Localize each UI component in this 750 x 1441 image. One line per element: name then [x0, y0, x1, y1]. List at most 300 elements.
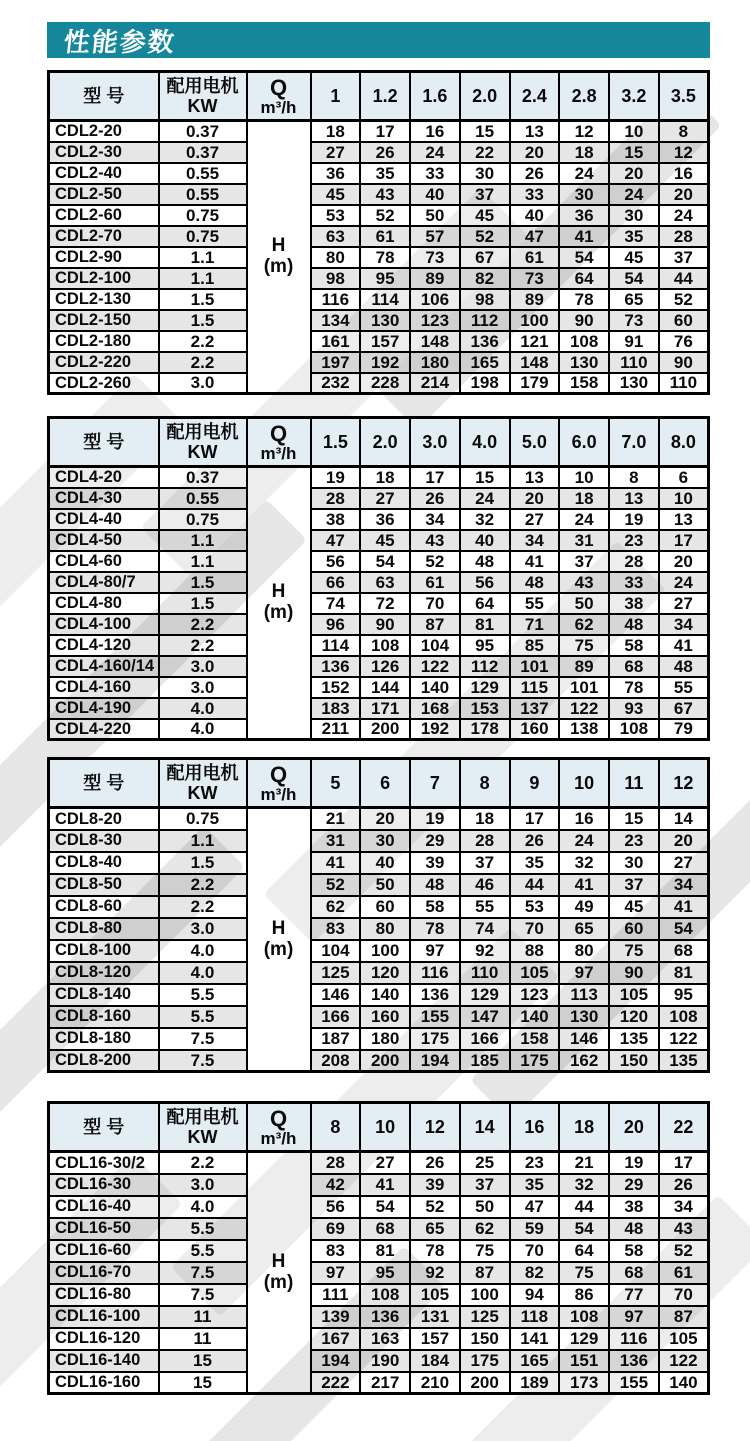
head-value-cell: 44	[659, 268, 709, 289]
head-value-cell: 175	[460, 1350, 510, 1372]
model-cell: CDL4-120	[49, 635, 159, 656]
head-value-cell: 111	[311, 1284, 361, 1306]
table-row	[49, 331, 709, 352]
head-value-cell: 189	[510, 1372, 560, 1394]
head-value-cell: 96	[311, 614, 361, 635]
head-value-cell: 92	[410, 1262, 460, 1284]
table-row	[49, 918, 709, 940]
head-value-cell: 160	[510, 719, 560, 740]
motor-kw-cell: 3.0	[159, 1174, 247, 1196]
table-row	[49, 226, 709, 247]
head-value-cell: 30	[559, 184, 609, 205]
model-cell: CDL8-60	[49, 896, 159, 918]
head-value-cell: 41	[510, 551, 560, 572]
table-row	[49, 551, 709, 572]
head-value-cell: 64	[460, 593, 510, 614]
head-value-cell: 87	[460, 1262, 510, 1284]
head-value-cell: 40	[460, 530, 510, 551]
table-row	[49, 373, 709, 394]
head-value-cell: 45	[460, 205, 510, 226]
header-flow-q: Q m³/h	[247, 1103, 311, 1152]
header-flow-q: Q m³/h	[247, 418, 311, 467]
head-value-cell: 131	[410, 1306, 460, 1328]
head-value-cell: 116	[311, 289, 361, 310]
head-value-cell: 32	[460, 509, 510, 530]
head-value-cell: 53	[311, 205, 361, 226]
head-value-cell: 32	[559, 852, 609, 874]
head-value-cell: 50	[559, 593, 609, 614]
head-value-cell: 16	[410, 121, 460, 142]
head-value-cell: 62	[311, 896, 361, 918]
head-value-cell: 190	[360, 1350, 410, 1372]
head-value-cell: 34	[659, 874, 709, 896]
head-value-cell: 161	[311, 331, 361, 352]
head-value-cell: 24	[609, 184, 659, 205]
head-value-cell: 55	[460, 896, 510, 918]
head-value-cell: 194	[311, 1350, 361, 1372]
model-cell: CDL4-220	[49, 719, 159, 740]
table-row	[49, 1050, 709, 1072]
flow-rate-header: 14	[460, 1103, 510, 1152]
model-cell: CDL4-160	[49, 677, 159, 698]
head-value-cell: 88	[510, 940, 560, 962]
flow-rate-header: 1.5	[311, 418, 361, 467]
head-value-cell: 98	[460, 289, 510, 310]
head-value-cell: 19	[311, 467, 361, 488]
model-cell: CDL4-160/14	[49, 656, 159, 677]
table-row	[49, 1174, 709, 1196]
head-value-cell: 175	[510, 1050, 560, 1072]
model-cell: CDL4-60	[49, 551, 159, 572]
head-meters-cell	[247, 121, 311, 394]
table-row	[49, 310, 709, 331]
table-row	[49, 1284, 709, 1306]
motor-kw-cell: 0.75	[159, 808, 247, 830]
table-row	[49, 352, 709, 373]
head-value-cell: 55	[510, 593, 560, 614]
head-value-cell: 6	[659, 467, 709, 488]
head-value-cell: 43	[410, 530, 460, 551]
head-value-cell: 24	[460, 488, 510, 509]
head-value-cell: 200	[360, 719, 410, 740]
head-value-cell: 52	[311, 874, 361, 896]
head-value-cell: 29	[410, 830, 460, 852]
model-cell: CDL2-220	[49, 352, 159, 373]
head-value-cell: 58	[609, 635, 659, 656]
head-value-cell: 41	[559, 874, 609, 896]
head-value-cell: 136	[360, 1306, 410, 1328]
table-row	[49, 289, 709, 310]
table-row	[49, 698, 709, 719]
head-value-cell: 22	[460, 142, 510, 163]
model-cell: CDL4-20	[49, 467, 159, 488]
head-value-cell: 13	[659, 509, 709, 530]
head-value-cell: 16	[659, 163, 709, 184]
head-value-cell: 26	[659, 1174, 709, 1196]
head-value-cell: 89	[410, 268, 460, 289]
head-value-cell: 130	[559, 1006, 609, 1028]
head-value-cell: 68	[360, 1218, 410, 1240]
head-value-cell: 135	[609, 1028, 659, 1050]
head-value-cell: 137	[510, 698, 560, 719]
head-value-cell: 83	[311, 1240, 361, 1262]
head-value-cell: 93	[609, 698, 659, 719]
head-value-cell: 57	[410, 226, 460, 247]
head-value-cell: 17	[510, 808, 560, 830]
head-value-cell: 54	[609, 268, 659, 289]
table-row	[49, 896, 709, 918]
head-value-cell: 87	[410, 614, 460, 635]
head-value-cell: 81	[659, 962, 709, 984]
motor-kw-cell: 3.0	[159, 918, 247, 940]
head-value-cell: 37	[609, 874, 659, 896]
motor-kw-cell: 4.0	[159, 962, 247, 984]
head-unit: (m)	[263, 602, 294, 623]
head-value-cell: 140	[510, 1006, 560, 1028]
head-value-cell: 23	[510, 1152, 560, 1174]
head-value-cell: 228	[360, 373, 410, 394]
model-cell: CDL8-180	[49, 1028, 159, 1050]
head-value-cell: 81	[460, 614, 510, 635]
head-value-cell: 155	[410, 1006, 460, 1028]
head-value-cell: 52	[410, 1196, 460, 1218]
flow-rate-header: 2.8	[559, 72, 609, 121]
model-cell: CDL16-50	[49, 1218, 159, 1240]
head-value-cell: 185	[460, 1050, 510, 1072]
head-label: H	[271, 581, 286, 603]
table-row	[49, 1262, 709, 1284]
model-cell: CDL16-30	[49, 1174, 159, 1196]
flow-rate-header: 20	[609, 1103, 659, 1152]
head-value-cell: 166	[311, 1006, 361, 1028]
head-value-cell: 13	[609, 488, 659, 509]
head-value-cell: 60	[659, 310, 709, 331]
head-value-cell: 129	[460, 677, 510, 698]
head-value-cell: 14	[659, 808, 709, 830]
head-value-cell: 20	[659, 551, 709, 572]
head-value-cell: 89	[510, 289, 560, 310]
head-value-cell: 20	[609, 163, 659, 184]
motor-kw-cell: 0.37	[159, 142, 247, 163]
head-value-cell: 35	[510, 1174, 560, 1196]
table-row	[49, 940, 709, 962]
head-value-cell: 21	[559, 1152, 609, 1174]
header-motor-kw: 配用电机 KW	[159, 72, 247, 121]
head-value-cell: 78	[410, 1240, 460, 1262]
head-value-cell: 15	[460, 467, 510, 488]
head-value-cell: 165	[510, 1350, 560, 1372]
head-value-cell: 120	[360, 962, 410, 984]
motor-kw-cell: 2.2	[159, 352, 247, 373]
head-unit: (m)	[263, 256, 294, 277]
motor-kw-cell: 1.1	[159, 830, 247, 852]
head-value-cell: 105	[609, 984, 659, 1006]
table-row	[49, 852, 709, 874]
head-value-cell: 94	[510, 1284, 560, 1306]
head-value-cell: 167	[311, 1328, 361, 1350]
spec-table-cdl16	[47, 1101, 710, 1395]
header-motor-kw: 配用电机 KW	[159, 759, 247, 808]
head-value-cell: 97	[410, 940, 460, 962]
motor-kw-cell: 5.5	[159, 1006, 247, 1028]
head-value-cell: 115	[510, 677, 560, 698]
head-value-cell: 200	[460, 1372, 510, 1394]
table-row	[49, 488, 709, 509]
model-cell: CDL16-80	[49, 1284, 159, 1306]
head-value-cell: 29	[609, 1174, 659, 1196]
head-value-cell: 158	[510, 1028, 560, 1050]
table-row	[49, 1372, 709, 1394]
flow-rate-header: 8	[311, 1103, 361, 1152]
flow-rate-header: 6	[360, 759, 410, 808]
flow-rate-header: 8.0	[659, 418, 709, 467]
model-cell: CDL2-60	[49, 205, 159, 226]
motor-kw-cell: 2.2	[159, 635, 247, 656]
flow-rate-header: 12	[659, 759, 709, 808]
head-value-cell: 59	[510, 1218, 560, 1240]
flow-rate-header: 7.0	[609, 418, 659, 467]
motor-kw-cell: 7.5	[159, 1284, 247, 1306]
head-value-cell: 65	[609, 289, 659, 310]
head-value-cell: 168	[410, 698, 460, 719]
head-value-cell: 60	[609, 918, 659, 940]
head-value-cell: 150	[609, 1050, 659, 1072]
head-value-cell: 79	[659, 719, 709, 740]
model-cell: CDL16-140	[49, 1350, 159, 1372]
head-value-cell: 136	[460, 331, 510, 352]
head-value-cell: 41	[659, 635, 709, 656]
head-value-cell: 97	[311, 1262, 361, 1284]
head-value-cell: 28	[609, 551, 659, 572]
head-value-cell: 61	[410, 572, 460, 593]
head-value-cell: 173	[559, 1372, 609, 1394]
head-value-cell: 41	[559, 226, 609, 247]
head-meters-cell	[247, 808, 311, 1072]
motor-kw-cell: 2.2	[159, 896, 247, 918]
head-label: H	[271, 1250, 286, 1272]
head-value-cell: 18	[460, 808, 510, 830]
model-cell: CDL4-30	[49, 488, 159, 509]
head-value-cell: 50	[360, 874, 410, 896]
head-value-cell: 19	[609, 1152, 659, 1174]
head-value-cell: 100	[460, 1284, 510, 1306]
head-value-cell: 75	[559, 1262, 609, 1284]
spec-table-cdl8	[47, 757, 710, 1073]
header-motor-kw: 配用电机 KW	[159, 1103, 247, 1152]
head-value-cell: 92	[460, 940, 510, 962]
motor-kw-cell: 0.75	[159, 226, 247, 247]
head-value-cell: 160	[360, 1006, 410, 1028]
tables-container	[0, 70, 750, 1395]
model-cell: CDL8-120	[49, 962, 159, 984]
motor-kw-cell: 5.5	[159, 1240, 247, 1262]
head-value-cell: 45	[360, 530, 410, 551]
model-cell: CDL2-30	[49, 142, 159, 163]
head-value-cell: 110	[460, 962, 510, 984]
head-value-cell: 35	[609, 226, 659, 247]
head-value-cell: 180	[410, 352, 460, 373]
head-value-cell: 146	[559, 1028, 609, 1050]
model-cell: CDL16-40	[49, 1196, 159, 1218]
head-value-cell: 232	[311, 373, 361, 394]
head-value-cell: 73	[609, 310, 659, 331]
head-value-cell: 28	[311, 1152, 361, 1174]
table-row	[49, 1240, 709, 1262]
table-row	[49, 142, 709, 163]
head-value-cell: 122	[559, 698, 609, 719]
motor-kw-cell: 2.2	[159, 1152, 247, 1174]
motor-kw-cell: 7.5	[159, 1050, 247, 1072]
motor-kw-cell: 5.5	[159, 984, 247, 1006]
motor-kw-cell: 4.0	[159, 719, 247, 740]
head-value-cell: 73	[510, 268, 560, 289]
flow-rate-header: 18	[559, 1103, 609, 1152]
head-value-cell: 48	[609, 614, 659, 635]
head-value-cell: 26	[510, 830, 560, 852]
head-value-cell: 42	[311, 1174, 361, 1196]
table-row	[49, 1028, 709, 1050]
head-value-cell: 52	[659, 289, 709, 310]
head-value-cell: 40	[510, 205, 560, 226]
flow-rate-header: 2.0	[460, 72, 510, 121]
head-value-cell: 39	[410, 852, 460, 874]
table-row	[49, 184, 709, 205]
head-value-cell: 8	[659, 121, 709, 142]
head-value-cell: 58	[609, 1240, 659, 1262]
head-value-cell: 123	[510, 984, 560, 1006]
head-value-cell: 74	[311, 593, 361, 614]
head-value-cell: 19	[410, 808, 460, 830]
head-value-cell: 27	[659, 852, 709, 874]
model-cell: CDL8-40	[49, 852, 159, 874]
head-value-cell: 20	[659, 184, 709, 205]
model-cell: CDL2-40	[49, 163, 159, 184]
head-value-cell: 222	[311, 1372, 361, 1394]
head-value-cell: 30	[360, 830, 410, 852]
head-value-cell: 54	[360, 551, 410, 572]
head-value-cell: 60	[360, 896, 410, 918]
flow-rate-header: 7	[410, 759, 460, 808]
head-value-cell: 30	[460, 163, 510, 184]
head-value-cell: 134	[311, 310, 361, 331]
head-value-cell: 70	[510, 918, 560, 940]
head-value-cell: 27	[311, 142, 361, 163]
flow-rate-header: 5.0	[510, 418, 560, 467]
head-value-cell: 155	[609, 1372, 659, 1394]
model-cell: CDL4-80	[49, 593, 159, 614]
head-value-cell: 23	[609, 530, 659, 551]
head-value-cell: 54	[659, 918, 709, 940]
head-value-cell: 108	[609, 719, 659, 740]
head-value-cell: 75	[460, 1240, 510, 1262]
head-value-cell: 28	[311, 488, 361, 509]
flow-rate-header: 1.2	[360, 72, 410, 121]
table-row	[49, 530, 709, 551]
header-model: 型 号	[49, 72, 159, 121]
head-value-cell: 38	[311, 509, 361, 530]
head-value-cell: 197	[311, 352, 361, 373]
head-value-cell: 8	[609, 467, 659, 488]
head-value-cell: 36	[360, 509, 410, 530]
head-value-cell: 146	[311, 984, 361, 1006]
head-value-cell: 158	[559, 373, 609, 394]
head-value-cell: 41	[659, 896, 709, 918]
head-value-cell: 123	[410, 310, 460, 331]
head-value-cell: 33	[410, 163, 460, 184]
head-value-cell: 95	[360, 268, 410, 289]
flow-rate-header: 6.0	[559, 418, 609, 467]
head-value-cell: 140	[360, 984, 410, 1006]
model-cell: CDL2-70	[49, 226, 159, 247]
head-value-cell: 82	[460, 268, 510, 289]
table-row	[49, 1306, 709, 1328]
head-value-cell: 52	[360, 205, 410, 226]
head-value-cell: 157	[360, 331, 410, 352]
motor-kw-cell: 0.55	[159, 488, 247, 509]
spec-sheet-page	[0, 22, 750, 1395]
head-value-cell: 46	[460, 874, 510, 896]
header-model: 型 号	[49, 1103, 159, 1152]
head-value-cell: 48	[609, 1218, 659, 1240]
head-value-cell: 208	[311, 1050, 361, 1072]
table-row	[49, 635, 709, 656]
head-meters-cell	[247, 1152, 311, 1394]
head-value-cell: 54	[559, 247, 609, 268]
head-value-cell: 110	[609, 352, 659, 373]
head-value-cell: 24	[559, 830, 609, 852]
head-label: H	[271, 235, 286, 257]
head-value-cell: 211	[311, 719, 361, 740]
head-value-cell: 20	[510, 488, 560, 509]
model-cell: CDL4-100	[49, 614, 159, 635]
model-cell: CDL2-130	[49, 289, 159, 310]
head-value-cell: 12	[559, 121, 609, 142]
head-value-cell: 68	[609, 656, 659, 677]
head-value-cell: 23	[609, 830, 659, 852]
head-value-cell: 126	[360, 656, 410, 677]
model-cell: CDL4-80/7	[49, 572, 159, 593]
head-value-cell: 72	[360, 593, 410, 614]
head-value-cell: 40	[410, 184, 460, 205]
motor-kw-cell: 5.5	[159, 1218, 247, 1240]
head-value-cell: 61	[510, 247, 560, 268]
flow-rate-header: 10	[559, 759, 609, 808]
table-row	[49, 1152, 709, 1174]
head-value-cell: 140	[410, 677, 460, 698]
head-value-cell: 147	[460, 1006, 510, 1028]
head-value-cell: 12	[659, 142, 709, 163]
motor-kw-cell: 1.5	[159, 289, 247, 310]
motor-kw-cell: 11	[159, 1306, 247, 1328]
head-value-cell: 90	[559, 310, 609, 331]
head-value-cell: 37	[659, 247, 709, 268]
table-row	[49, 1350, 709, 1372]
head-value-cell: 31	[311, 830, 361, 852]
head-value-cell: 67	[460, 247, 510, 268]
head-value-cell: 71	[510, 614, 560, 635]
motor-kw-cell: 1.1	[159, 530, 247, 551]
flow-rate-header: 3.0	[410, 418, 460, 467]
head-value-cell: 61	[360, 226, 410, 247]
head-value-cell: 61	[659, 1262, 709, 1284]
head-value-cell: 110	[659, 373, 709, 394]
head-value-cell: 43	[559, 572, 609, 593]
head-value-cell: 183	[311, 698, 361, 719]
table-row	[49, 593, 709, 614]
head-value-cell: 48	[460, 551, 510, 572]
motor-kw-cell: 1.5	[159, 852, 247, 874]
head-value-cell: 64	[559, 1240, 609, 1262]
